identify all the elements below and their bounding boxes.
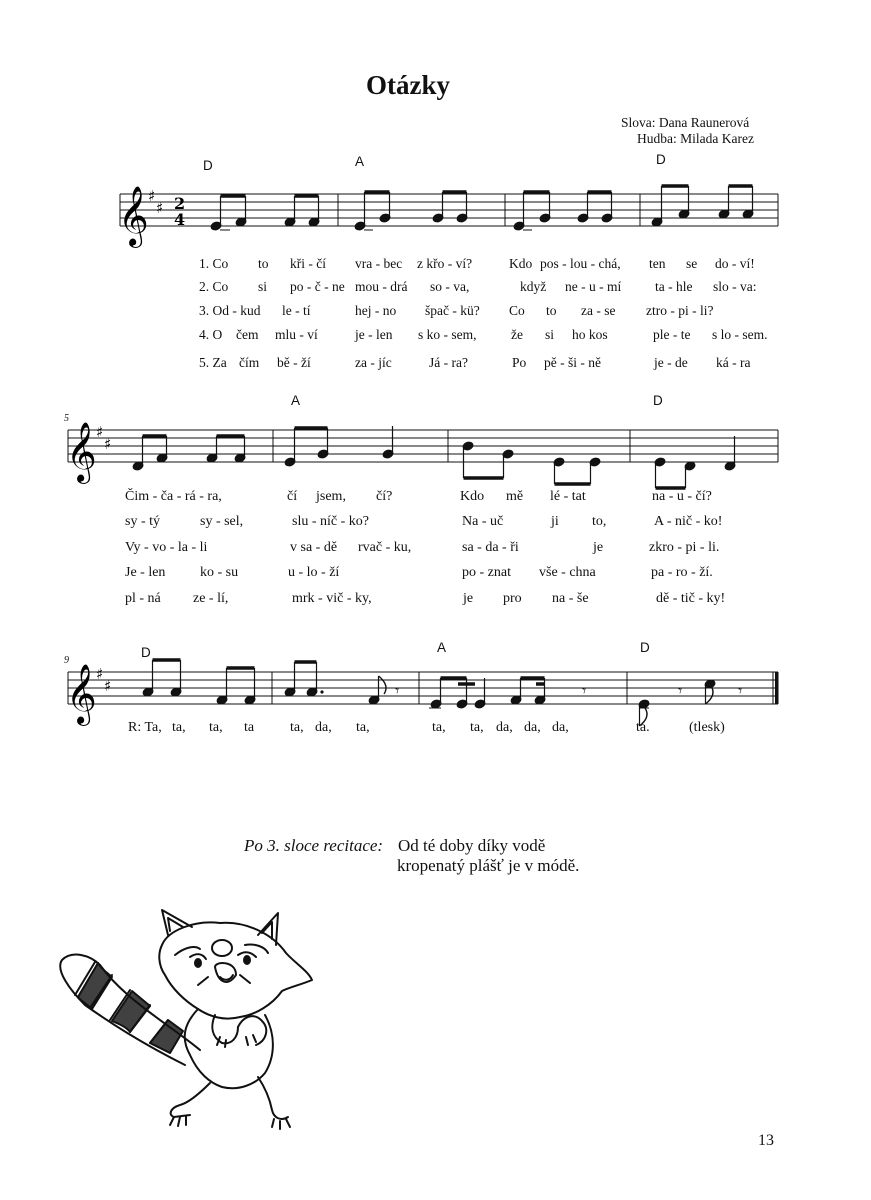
lyric-syllable: slu - níč - ko?	[292, 514, 369, 529]
eighth-rest-icon: 𝄾	[738, 681, 743, 700]
lyric-syllable: pos - lou - chá,	[540, 256, 621, 271]
lyric-syllable: dě - tič - ky!	[656, 591, 726, 606]
lyric-syllable: ne - u - mí	[565, 279, 622, 294]
lyric-syllable: Co	[509, 303, 525, 318]
lyric-syllable: to	[546, 303, 557, 318]
lyric-syllable: si	[258, 279, 268, 294]
lyric-syllable: čím	[239, 355, 260, 370]
svg-text:2: 2	[174, 194, 186, 213]
svg-text:𝄞: 𝄞	[66, 664, 97, 724]
lyric-syllable: Čim - ča - rá - ra,	[125, 489, 222, 504]
measure-number: 9	[64, 655, 69, 666]
chord-symbol: D	[141, 645, 151, 660]
lyric-syllable: da,	[496, 720, 513, 735]
lyric-syllable: když	[520, 279, 547, 294]
lyric-syllable: 3. Od - kud	[199, 303, 261, 318]
notes	[142, 660, 742, 726]
measure-number: 5	[64, 413, 69, 424]
lyric-syllable: ta,	[432, 720, 446, 735]
chord-symbol: A	[437, 640, 447, 655]
lyric-syllable: ta,	[172, 720, 186, 735]
lyric-syllable: na - u - čí?	[652, 489, 712, 504]
lyric-syllable: vra - bec	[355, 256, 403, 271]
svg-text:♯: ♯	[156, 199, 164, 217]
lyric-syllable: da,	[524, 720, 541, 735]
final-barline	[775, 672, 779, 704]
lyric-syllable: sy - sel,	[200, 514, 244, 529]
svg-text:𝄞: 𝄞	[118, 186, 149, 246]
lyric-syllable: Kdo	[460, 489, 485, 504]
key-signature-sharps	[96, 665, 111, 695]
lyric-syllable: je - len	[355, 327, 393, 342]
chord-symbol: D	[203, 158, 213, 173]
music-credit: Hudba: Milada Karez	[637, 131, 754, 146]
lyric-syllable: za - se	[581, 303, 616, 318]
lyric-syllable: ta,	[209, 720, 223, 735]
svg-text:♯: ♯	[96, 665, 104, 683]
lyric-syllable: je - de	[654, 355, 688, 370]
lyric-syllable: ko - su	[200, 565, 239, 580]
chord-symbol: D	[653, 393, 663, 408]
lyric-syllable: Kdo	[509, 256, 533, 271]
lyric-syllable: do - ví!	[715, 256, 755, 271]
lyric-syllable: je	[593, 540, 604, 555]
lyric-syllable: pro	[503, 591, 522, 606]
lyric-syllable: čí?	[376, 489, 393, 504]
lyric-syllable: pl - ná	[125, 591, 161, 606]
lyrics-credit: Slova: Dana Raunerová	[621, 115, 750, 130]
lyric-syllable: da,	[315, 720, 332, 735]
lyric-syllable: za - jíc	[355, 355, 392, 370]
svg-text:♯: ♯	[104, 677, 112, 695]
chord-symbol: A	[291, 393, 301, 408]
lyric-syllable: si	[545, 327, 555, 342]
lyric-syllable: le - tí	[282, 303, 311, 318]
lyric-syllable: rvač - ku,	[358, 540, 412, 555]
lyric-syllable: ká - ra	[716, 355, 751, 370]
lyric-syllable: bě - ží	[277, 355, 311, 370]
lyric-syllable: Je - len	[125, 565, 166, 580]
lyric-syllable: da,	[552, 720, 569, 735]
lyric-syllable: s ko - sem,	[418, 327, 477, 342]
lyric-syllable: vše - chna	[539, 565, 596, 580]
lyric-syllable: sy - tý	[125, 514, 160, 529]
lyric-syllable: kři - čí	[290, 256, 326, 271]
lyric-syllable: ten	[649, 256, 666, 271]
lyric-syllable: Já - ra?	[429, 355, 468, 370]
lyric-syllable: 5. Za	[199, 355, 227, 370]
lyric-syllable: ji	[551, 514, 559, 529]
svg-text:4: 4	[174, 210, 186, 229]
chord-symbol: D	[640, 640, 650, 655]
lyric-syllable: se	[686, 256, 698, 271]
eighth-rest-icon: 𝄾	[395, 681, 400, 700]
lyric-syllable: po - znat	[462, 565, 511, 580]
svg-text:♯: ♯	[96, 423, 104, 441]
lyric-syllable: Vy - vo - la - li	[125, 540, 208, 555]
lyric-syllable: jsem,	[316, 489, 346, 504]
eighth-rest-icon: 𝄾	[678, 681, 683, 700]
lyric-syllable: Na - uč	[462, 514, 504, 529]
lyric-syllable: v sa - dě	[290, 540, 338, 555]
lyric-syllable: u - lo - ží	[288, 565, 340, 580]
recitation-line-1: Od té doby díky vodě	[398, 836, 546, 855]
lyric-syllable: mlu - ví	[275, 327, 318, 342]
lyric-syllable: R: Ta,	[128, 720, 162, 735]
lyric-syllable: lé - tat	[550, 489, 586, 504]
lyric-syllable: ta,	[290, 720, 304, 735]
lyric-syllable: ta,	[356, 720, 370, 735]
lyric-syllable: ho kos	[572, 327, 608, 342]
lyric-syllable: mou - drá	[355, 279, 408, 294]
lyric-syllable: ta	[244, 720, 255, 735]
lyric-syllable: mě	[506, 489, 524, 504]
chord-symbol: D	[656, 152, 666, 167]
lyric-syllable: slo - va:	[713, 279, 757, 294]
page-number: 13	[758, 1132, 774, 1149]
lyric-syllable: 4. O	[199, 327, 223, 342]
lyric-syllable: ple - te	[653, 327, 691, 342]
lyric-syllable: sa - da - ři	[462, 540, 519, 555]
eighth-rest-icon: 𝄾	[582, 681, 587, 700]
lyric-syllable: A - nič - ko!	[654, 514, 723, 529]
lyric-syllable: ta,	[470, 720, 484, 735]
svg-text:♯: ♯	[148, 187, 156, 205]
lyric-syllable: na - še	[552, 591, 589, 606]
lyric-syllable: čí	[287, 489, 298, 504]
lyric-syllable: to	[258, 256, 269, 271]
lyric-syllable: pa - ro - ží.	[651, 565, 713, 580]
lyric-syllable: ze - lí,	[193, 591, 229, 606]
lyric-syllable: ztro - pi - li?	[646, 303, 714, 318]
song-title: Otázky	[366, 70, 450, 100]
lyric-syllable: to,	[592, 514, 607, 529]
recitation-line-2: kropenatý plášť je v módě.	[397, 856, 580, 875]
lyric-syllable: so - va,	[430, 279, 470, 294]
lyric-syllable: mrk - vič - ky,	[292, 591, 372, 606]
svg-text:♯: ♯	[104, 435, 112, 453]
recitation-label: Po 3. sloce recitace:	[244, 836, 384, 855]
lyric-syllable: čem	[236, 327, 259, 342]
lyric-syllable: zkro - pi - li.	[649, 540, 720, 555]
lyric-syllable: (tlesk)	[689, 720, 725, 735]
lyric-syllable: pě - ši - ně	[544, 355, 601, 370]
lyric-syllable: Po	[512, 355, 527, 370]
lyric-syllable: z křo - ví?	[417, 256, 473, 271]
treble-clef-icon	[66, 664, 97, 726]
lyric-syllable: hej - no	[355, 303, 397, 318]
raccoon-illustration	[50, 905, 330, 1135]
lyric-syllable: že	[511, 327, 523, 342]
lyric-syllable: 2. Co	[199, 279, 229, 294]
lyric-syllable: 1. Co	[199, 256, 229, 271]
lyric-syllable: s lo - sem.	[712, 327, 768, 342]
lyric-syllable: špač - kü?	[425, 303, 480, 318]
svg-text:𝄞: 𝄞	[66, 422, 97, 482]
lyric-syllable: ta - hle	[655, 279, 693, 294]
lyric-syllable: ta.	[636, 720, 650, 735]
lyric-syllable: je	[463, 591, 474, 606]
chord-symbol: A	[355, 154, 365, 169]
lyric-syllable: po - č - ne	[290, 279, 345, 294]
